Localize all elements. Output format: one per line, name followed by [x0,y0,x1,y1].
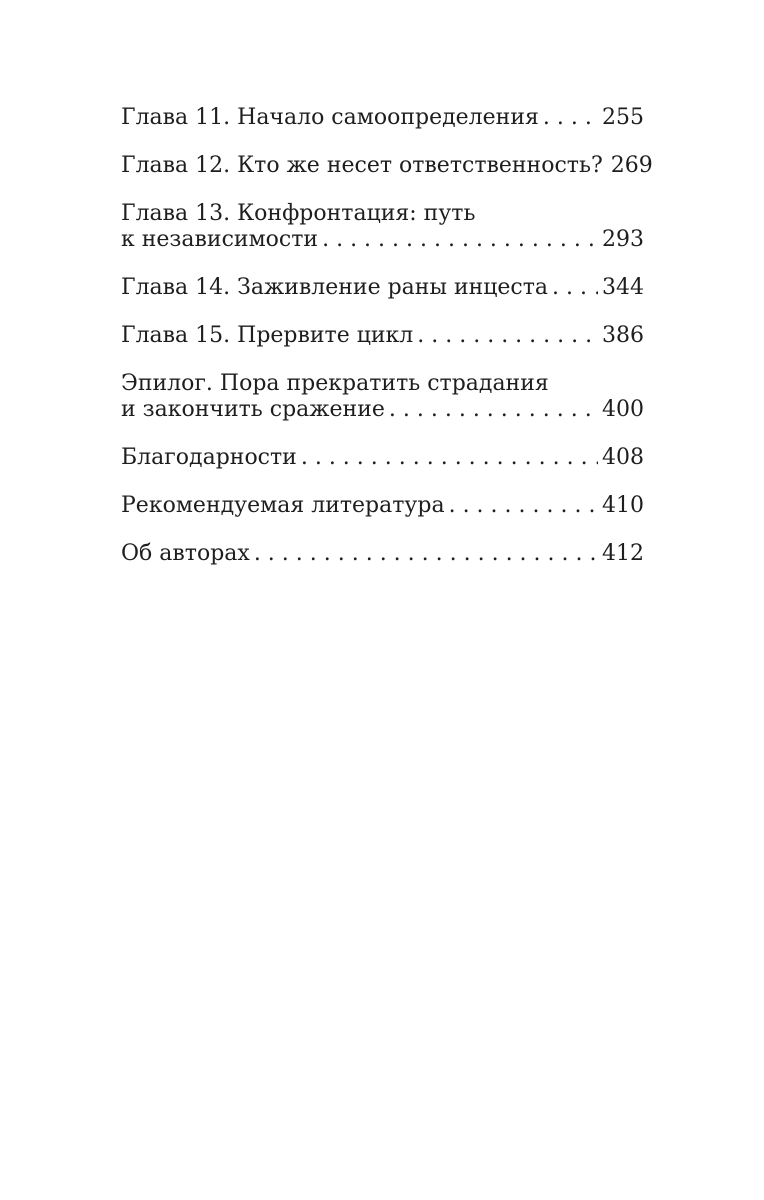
toc-entry-chapter-14 [121,275,644,301]
dot-leader [301,445,598,471]
toc-entry-chapter-12 [121,153,653,179]
dot-leader [543,105,598,131]
toc-entry-page-number: 412 [602,541,644,566]
toc-entry-title-line-2: к независимости [121,227,319,252]
toc-entry-about-authors [121,541,644,567]
toc-entry-page-number: 386 [602,323,644,348]
dot-leader [449,493,598,519]
toc-entry-epilogue [121,371,644,423]
dot-leader [254,541,598,567]
toc-entry-title: Глава 14. Заживление раны инцеста [121,275,549,300]
toc-entry-page-number: 400 [602,397,644,422]
toc-entry-title-line-2: и закончить сражение [121,397,385,422]
toc-entry-page-number: 410 [602,493,644,518]
dot-leader [322,227,598,253]
table-of-contents [121,105,653,589]
toc-entry-title: Об авторах [121,541,250,566]
toc-entry-acknowledgements [121,445,644,471]
toc-entry-page-number: 269 [610,153,653,178]
toc-entry-title: Глава 15. Прервите цикл [121,323,414,348]
toc-entry-chapter-15 [121,323,644,349]
toc-entry-title: Благодарности [121,445,297,470]
dot-leader [552,275,598,301]
toc-entry-chapter-11 [121,105,644,131]
toc-entry-title: Глава 11. Начало самоопределения [121,105,539,130]
toc-entry-page-number: 293 [602,227,644,252]
dot-leader [389,397,598,423]
toc-entry-title-line-1: Эпилог. Пора прекратить страдания [121,371,549,396]
toc-entry-chapter-13 [121,201,644,253]
toc-entry-page-number: 255 [602,105,644,130]
dot-leader [417,323,598,349]
toc-entry-title: Рекомендуемая литература [121,493,445,518]
toc-entry-title: Глава 12. Кто же несет ответственность? [121,153,603,178]
toc-entry-page-number: 408 [602,445,644,470]
toc-entry-page-number: 344 [602,275,644,300]
toc-entry-title-line-1: Глава 13. Конфронтация: путь [121,201,476,226]
toc-entry-recommended-reading [121,493,644,519]
